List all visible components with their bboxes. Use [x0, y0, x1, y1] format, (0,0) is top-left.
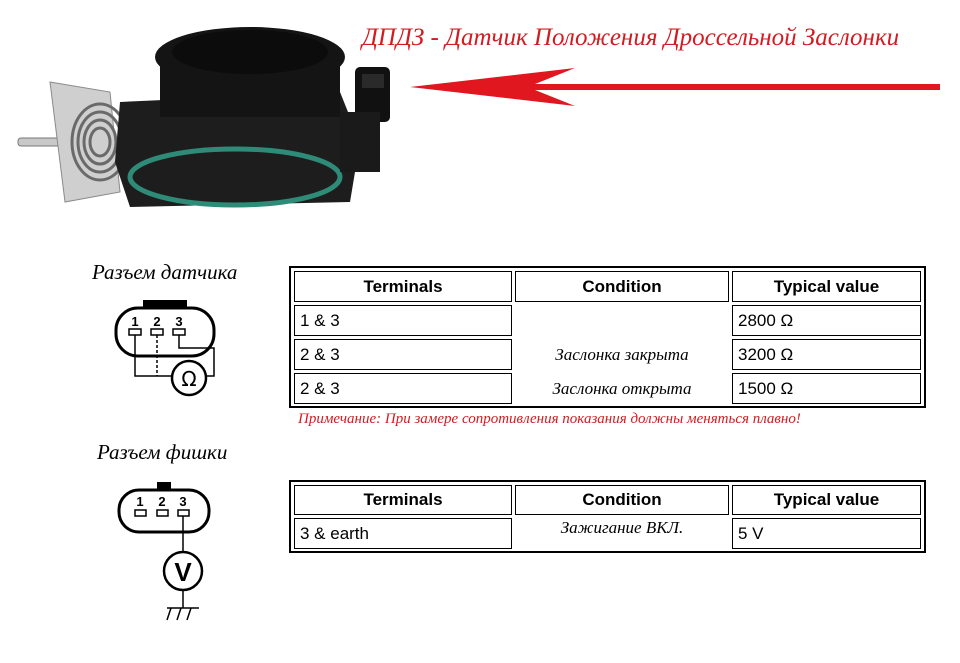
col-header-typical-value: Typical value: [732, 271, 921, 302]
table-row-1-terminals: 1 & 3: [294, 305, 512, 336]
table-row-2-value: 3200 Ω: [732, 339, 921, 370]
ohm-symbol: Ω: [181, 367, 197, 391]
throttle-body-illustration: [10, 12, 410, 212]
voltage-table: [289, 480, 926, 553]
plug-connector-caption: Разъем фишки: [97, 440, 228, 464]
pointer-arrow: [400, 60, 950, 110]
col-header-condition: Condition: [515, 485, 729, 515]
page-title: ДПДЗ - Датчик Положения Дроссельной Заслонки: [362, 24, 900, 51]
volt-symbol: V: [174, 557, 192, 587]
sensor-connector-caption: Разъем датчика: [92, 260, 238, 284]
table-row-1-condition: Зажигание ВКЛ.: [560, 518, 684, 537]
pin-2: [157, 510, 168, 516]
table-row-2-terminals: 2 & 3: [294, 339, 512, 370]
pin-3-label: 3: [179, 494, 187, 509]
col-header-terminals: Terminals: [294, 485, 512, 515]
pin-3: [178, 510, 189, 516]
measurement-note: Примечание: При замере сопротивления показания должны меняться плавно!: [298, 411, 801, 427]
pin-1: [135, 510, 146, 516]
table-row-3-condition: Заслонка открыта: [552, 378, 692, 398]
pin-2-label: 2: [153, 314, 161, 329]
table-row-3-terminals: 2 & 3: [294, 373, 512, 404]
table-row-1-value: 2800 Ω: [732, 305, 921, 336]
pin-2: [151, 329, 163, 335]
pin-1-label: 1: [131, 314, 139, 329]
plug-connector-diagram: [115, 480, 225, 630]
table-row-1-terminals: 3 & earth: [294, 518, 512, 549]
pin-3: [173, 329, 185, 335]
pin-2-label: 2: [158, 494, 166, 509]
resistance-table: [289, 266, 926, 408]
table-row-2-condition: Заслонка закрыта: [555, 344, 689, 364]
table-row-1-condition: [515, 305, 729, 336]
col-header-terminals: Terminals: [294, 271, 512, 302]
col-header-typical-value: Typical value: [732, 485, 921, 515]
pin-1: [129, 329, 141, 335]
sensor-connector-diagram: [110, 298, 220, 400]
pin-1-label: 1: [136, 494, 144, 509]
col-header-condition: Condition: [515, 271, 729, 302]
pin-3-label: 3: [175, 314, 183, 329]
table-row-3-value: 1500 Ω: [732, 373, 921, 404]
table-row-1-value: 5 V: [732, 518, 921, 549]
